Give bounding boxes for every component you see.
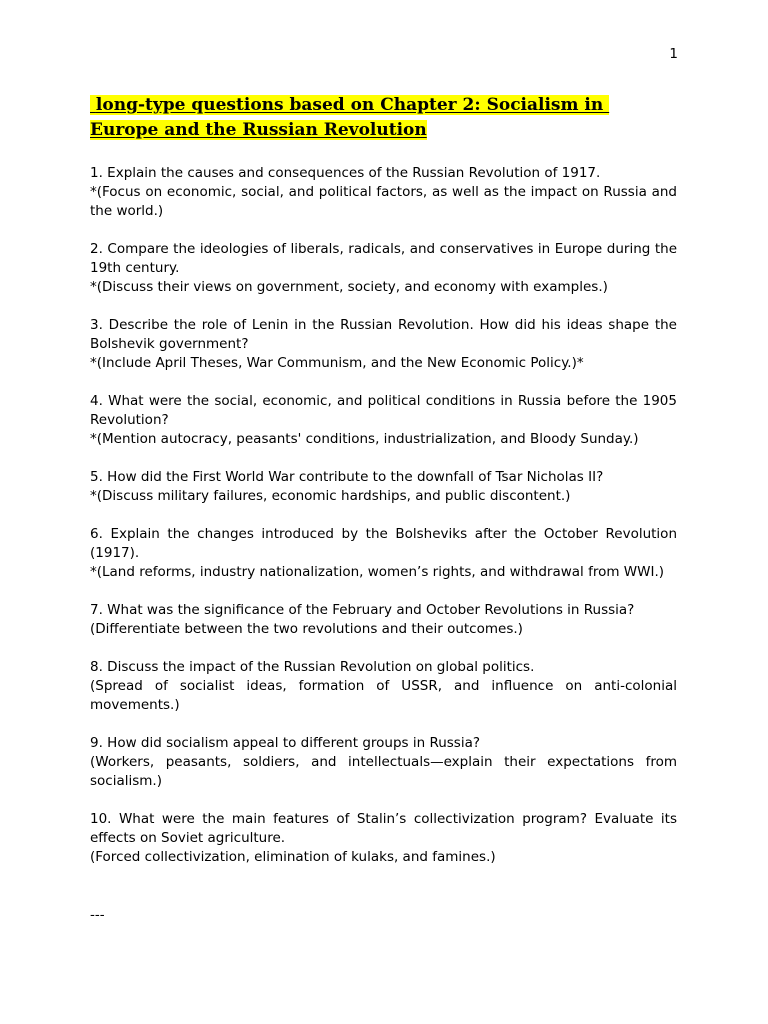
question-hint: *(Discuss their views on government, society, and economy with examples.)	[90, 279, 608, 295]
question-item	[90, 240, 677, 297]
question-text: 4. What were the social, economic, and political conditions in Russia before the 1905 Revolution?	[90, 393, 677, 428]
question-item	[90, 601, 677, 639]
question-text: 6. Explain the changes introduced by the Bolsheviks after the October Revolution (1917).	[90, 526, 677, 561]
question-item	[90, 392, 677, 449]
title-line-1: long-type questions based on Chapter 2: Socialism in	[90, 95, 610, 115]
question-text: 10. What were the main features of Stalin’s collectivization program? Evaluate its effects on Soviet agriculture.	[90, 811, 677, 846]
question-hint: *(Include April Theses, War Communism, and the New Economic Policy.)*	[90, 355, 584, 371]
question-item	[90, 658, 677, 715]
question-item	[90, 525, 677, 582]
question-text: 9. How did socialism appeal to different groups in Russia?	[90, 735, 481, 751]
question-hint: (Spread of socialist ideas, formation of USSR, and influence on anti-colonial movements.)	[90, 678, 677, 713]
question-item	[90, 164, 677, 221]
question-item	[90, 316, 677, 373]
question-hint: *(Land reforms, industry nationalization, women’s rights, and withdrawal from WWI.)	[90, 564, 665, 580]
question-text: 5. How did the First World War contribute to the downfall of Tsar Nicholas II?	[90, 469, 604, 485]
question-hint: (Differentiate between the two revolutions and their outcomes.)	[90, 621, 523, 637]
question-item	[90, 734, 677, 791]
question-text: 1. Explain the causes and consequences of the Russian Revolution of 1917.	[90, 165, 601, 181]
question-text: 7. What was the significance of the February and October Revolutions in Russia?	[90, 602, 635, 618]
question-text: 2. Compare the ideologies of liberals, radicals, and conservatives in Europe during the 19th century.	[90, 241, 677, 276]
question-hint: *(Discuss military failures, economic hardships, and public discontent.)	[90, 488, 571, 504]
section-separator: ---	[90, 907, 105, 923]
page-number: 1	[669, 46, 678, 62]
question-list	[90, 164, 677, 886]
question-hint: (Workers, peasants, soldiers, and intellectuals—explain their expectations from socialism.)	[90, 754, 677, 789]
question-item	[90, 810, 677, 867]
document-title	[90, 93, 690, 143]
question-text: 3. Describe the role of Lenin in the Russian Revolution. How did his ideas shape the Bolshevik government?	[90, 317, 677, 352]
title-line-2: Europe and the Russian Revolution	[90, 120, 427, 140]
question-hint: *(Mention autocracy, peasants' conditions, industrialization, and Bloody Sunday.)	[90, 431, 639, 447]
question-hint: *(Focus on economic, social, and political factors, as well as the impact on Russia and the world.)	[90, 184, 677, 219]
question-hint: (Forced collectivization, elimination of kulaks, and famines.)	[90, 849, 496, 865]
question-text: 8. Discuss the impact of the Russian Revolution on global politics.	[90, 659, 535, 675]
question-item	[90, 468, 677, 506]
